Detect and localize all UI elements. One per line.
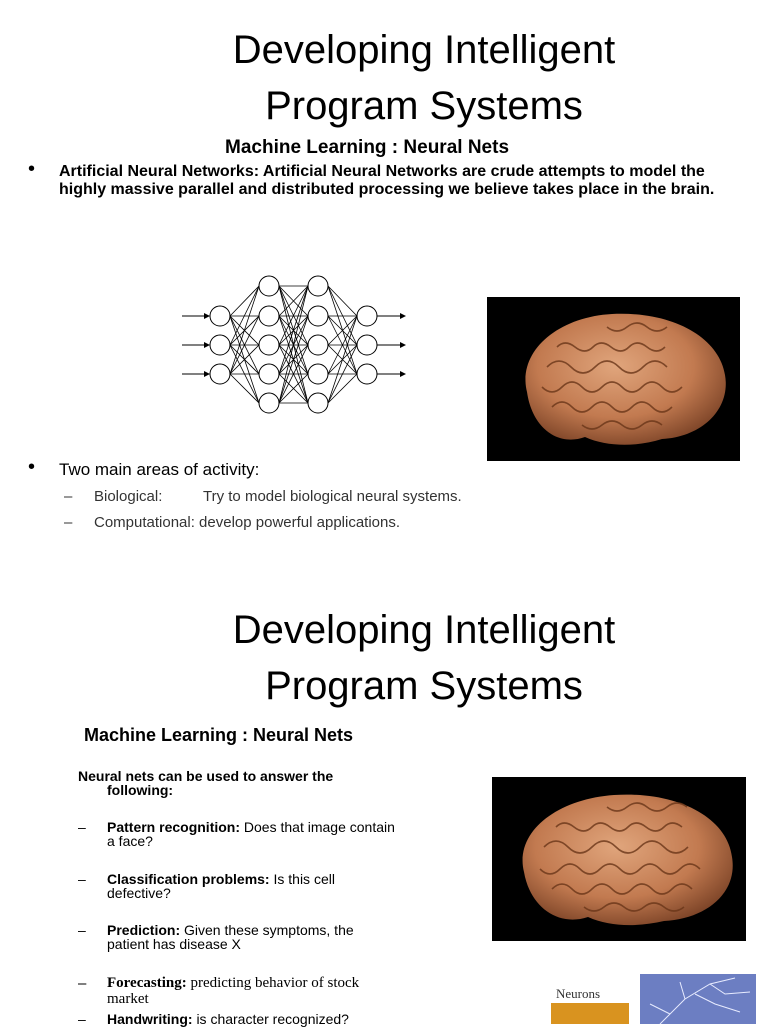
neurons-image — [551, 977, 629, 1024]
dash-marker: – — [78, 975, 87, 992]
network-connection — [328, 286, 357, 316]
use-case-line-1 — [107, 1012, 467, 1027]
use-case-line-2: a face? — [107, 833, 153, 849]
use-case-line-2: defective? — [107, 885, 171, 901]
network-connection — [230, 286, 259, 316]
network-node — [357, 364, 377, 384]
network-connection — [328, 286, 357, 345]
sub-item-text: Try to model biological neural systems. — [203, 488, 462, 505]
slide-2-subtitle: Machine Learning : Neural Nets — [84, 725, 354, 745]
bullet-term: Artificial Neural Networks: — [59, 163, 260, 180]
arrow-icon — [182, 313, 210, 319]
use-case-term: Pattern recognition: — [107, 819, 241, 835]
network-node — [308, 364, 328, 384]
network-node — [210, 306, 230, 326]
bullet-two-main-areas: Two main areas of activity: — [59, 460, 260, 479]
use-case-text: Is this cell — [273, 871, 335, 887]
network-node — [210, 335, 230, 355]
use-case-term: Prediction: — [107, 922, 181, 938]
use-case-text: Given these symptoms, the — [184, 922, 354, 938]
bullet-marker: • — [28, 158, 36, 180]
brain-icon — [492, 777, 746, 941]
slide-1-title-line-1: Developing Intelligent — [232, 28, 616, 72]
neural-network-diagram — [178, 270, 413, 422]
network-node — [308, 276, 328, 296]
dash-marker: – — [78, 1011, 86, 1027]
use-case-line-2: patient has disease X — [107, 936, 241, 952]
network-node — [210, 364, 230, 384]
dash-marker: – — [78, 871, 86, 887]
bullet-artificial-neural-networks — [59, 163, 749, 199]
arrow-icon — [377, 342, 406, 348]
arrow-icon — [377, 313, 406, 319]
use-case-text: predicting behavior of stock — [190, 975, 360, 991]
brain-image — [492, 777, 746, 941]
network-node — [357, 335, 377, 355]
intro-line-2: following: — [107, 782, 174, 798]
bullet-text: Artificial Neural Networks are crude attempts to model the highly massive parallel and distributed processing we believe takes place in the brain. — [59, 163, 715, 198]
slide-2-title-line-2: Program Systems — [265, 664, 583, 708]
intro-line-1: Neural nets can be used to answer the — [78, 768, 334, 784]
brain-image — [487, 297, 740, 461]
network-connection — [230, 374, 259, 403]
dash-marker: – — [64, 488, 73, 505]
network-node — [259, 306, 279, 326]
use-case-text: is character recognized? — [196, 1011, 349, 1027]
sub-item-label: Biological: — [94, 488, 163, 505]
network-connections — [230, 286, 357, 403]
slide-1-subtitle: Machine Learning : Neural Nets — [225, 137, 510, 158]
dash-marker: – — [78, 922, 86, 938]
use-case-term: Classification problems: — [107, 871, 270, 887]
network-node — [308, 335, 328, 355]
use-case-term: Handwriting: — [107, 1011, 193, 1027]
brain-icon — [487, 297, 740, 461]
network-node — [308, 393, 328, 413]
neuron-icon — [640, 974, 756, 1024]
network-connection — [230, 286, 259, 345]
use-case-text: Does that image contain — [243, 819, 395, 835]
network-node — [259, 393, 279, 413]
bullet-marker: • — [28, 456, 36, 478]
slide-2-title-line-1: Developing Intelligent — [232, 608, 616, 652]
use-case-term: Forecasting: — [107, 975, 187, 991]
use-case-line-1 — [107, 976, 467, 991]
neurons-label: Neurons — [556, 986, 601, 1001]
dash-marker: – — [64, 514, 73, 531]
dash-marker: – — [78, 819, 86, 835]
arrow-icon — [377, 371, 406, 377]
sub-item-text: Computational: develop powerful applications. — [94, 514, 401, 531]
network-node — [357, 306, 377, 326]
arrow-icon — [182, 342, 210, 348]
network-node — [259, 335, 279, 355]
network-node — [308, 306, 328, 326]
slide-1-title-line-2: Program Systems — [265, 84, 583, 128]
neurons-photo — [551, 1003, 629, 1024]
neuron-cell-image — [640, 974, 756, 1024]
network-connection — [328, 374, 357, 403]
network-node — [259, 364, 279, 384]
network-node — [259, 276, 279, 296]
use-case-line-1 — [107, 820, 467, 835]
arrow-icon — [182, 371, 210, 377]
use-case-line-2: market — [107, 991, 149, 1007]
